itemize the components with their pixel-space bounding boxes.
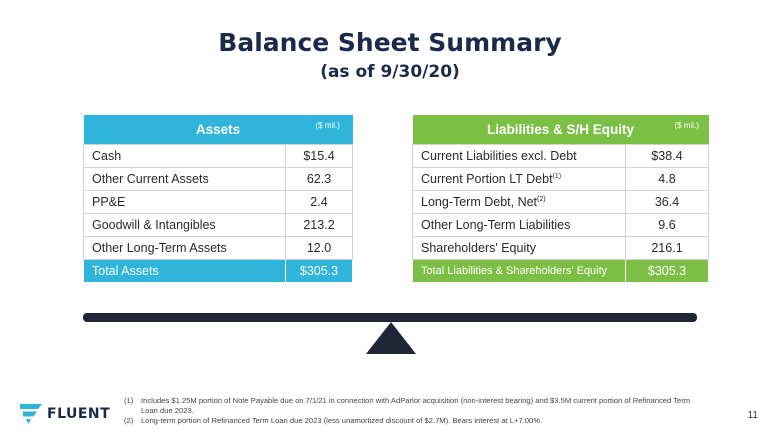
row-label: Other Long-Term Assets	[84, 236, 286, 259]
row-label-text: Other Long-Term Liabilities	[421, 217, 571, 232]
company-logo	[20, 404, 110, 424]
row-value: 4.8	[626, 167, 709, 190]
assets-heading: Assets	[195, 121, 241, 137]
row-label: PP&E	[84, 190, 286, 213]
assets-header	[84, 115, 353, 144]
row-label: Cash	[84, 144, 286, 167]
table-row	[413, 213, 709, 236]
row-value: 12.0	[286, 236, 353, 259]
liabilities-header	[413, 115, 709, 144]
row-value: 2.4	[286, 190, 353, 213]
row-label: Other Current Assets	[84, 167, 286, 190]
table-row	[413, 167, 709, 190]
page-subtitle: (as of 9/30/20)	[320, 62, 460, 82]
footnote	[124, 416, 704, 426]
footnote-text: Includes $1.25M portion of Note Payable due on 7/1/21 in connection with AdParlor acquisition (non-interest bearing) and $3.5M current portion of Refinanced Term Loan due 2023.	[141, 396, 691, 415]
table-row	[413, 144, 709, 167]
total-value: $305.3	[286, 259, 353, 282]
total-value: $305.3	[626, 259, 709, 282]
row-label-text: Current Liabilities excl. Debt	[421, 148, 577, 163]
row-label	[413, 167, 626, 190]
footnote-number: (2)	[124, 416, 134, 425]
row-value: 213.2	[286, 213, 353, 236]
table-row	[84, 144, 353, 167]
row-label-text: Shareholders' Equity	[421, 240, 536, 255]
row-label	[413, 236, 626, 259]
liabilities-unit: ($ mil.)	[674, 121, 699, 130]
assets-total-row	[84, 259, 353, 282]
table-row	[84, 213, 353, 236]
table-row	[413, 190, 709, 213]
row-value: 36.4	[626, 190, 709, 213]
total-label: Total Liabilities & Shareholders' Equity	[413, 259, 626, 282]
total-label: Total Assets	[84, 259, 286, 282]
page-number: 11	[747, 410, 758, 421]
footnote	[124, 396, 704, 416]
row-value: 9.6	[626, 213, 709, 236]
table-row	[84, 236, 353, 259]
row-label: Goodwill & Intangibles	[84, 213, 286, 236]
row-label-text: Long-Term Debt, Net	[421, 194, 538, 209]
logo-text: FLUENT	[47, 406, 111, 422]
table-row	[84, 167, 353, 190]
row-value: 216.1	[626, 236, 709, 259]
assets-header-row	[84, 115, 353, 144]
fluent-logo-icon	[20, 404, 42, 424]
footnote-ref: (2)	[537, 195, 546, 203]
footnote-number: (1)	[124, 396, 134, 405]
footnote-text: Long-term portion of Refinanced Term Loan due 2023 (less unamortized discount of $2.7M). Bears interest at L+7.00%.	[141, 416, 543, 425]
liabilities-total-row	[413, 259, 709, 282]
liabilities-table	[412, 115, 709, 283]
row-value: 62.3	[286, 167, 353, 190]
footnotes	[124, 396, 704, 426]
balance-fulcrum	[366, 322, 416, 354]
balance-beam	[83, 313, 697, 322]
row-label	[413, 190, 626, 213]
table-row	[413, 236, 709, 259]
assets-unit: ($ mil.)	[315, 121, 340, 130]
row-label-text: Current Portion LT Debt	[421, 171, 553, 186]
liabilities-header-row	[413, 115, 709, 144]
row-label	[413, 213, 626, 236]
assets-table	[83, 115, 353, 283]
row-value: $38.4	[626, 144, 709, 167]
row-label	[413, 144, 626, 167]
row-value: $15.4	[286, 144, 353, 167]
liabilities-heading: Liabilities & S/H Equity	[486, 121, 635, 137]
footnote-ref: (1)	[552, 172, 562, 180]
table-row	[84, 190, 353, 213]
page-title: Balance Sheet Summary	[218, 28, 562, 57]
